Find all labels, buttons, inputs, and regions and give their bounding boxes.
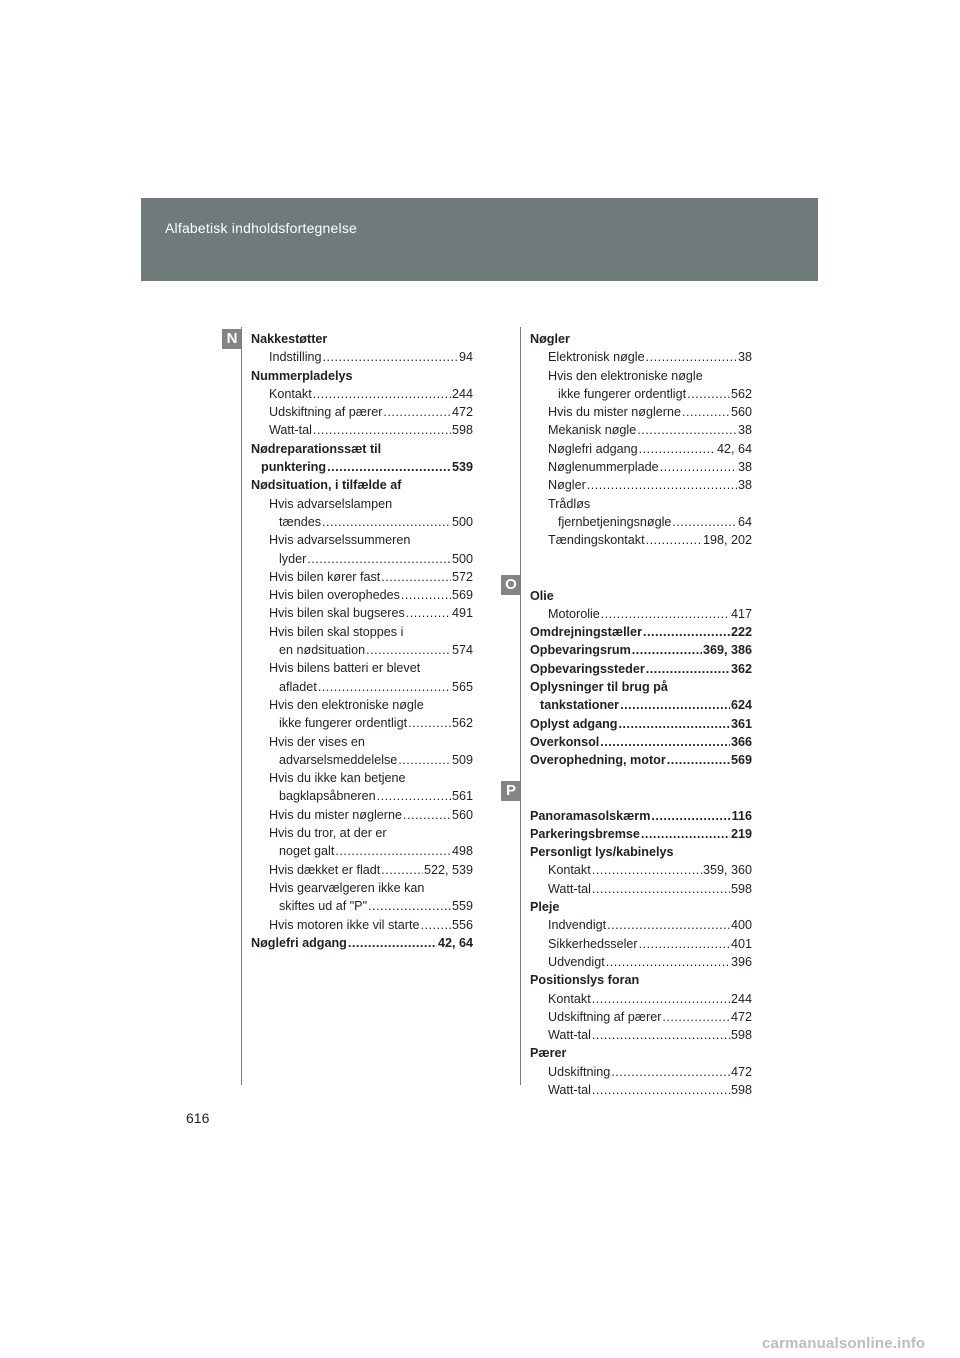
index-subheading: Hvis den elektroniske nøgle [269, 697, 424, 712]
index-entry[interactable]: Kontakt ..... 359, 360 [530, 861, 752, 879]
index-subheading: Hvis den elektroniske nøgle [548, 368, 703, 383]
column-divider-right [520, 327, 521, 1085]
index-subheading: Trådløs [548, 496, 591, 511]
index-column-right [530, 330, 752, 1099]
index-entry[interactable]: Overkonsol ..... 366 [530, 733, 752, 751]
index-entry[interactable]: Hvis du mister nøglerne ..... 560 [251, 806, 473, 824]
index-heading: Nødreparationssæt til [251, 441, 382, 456]
index-entry[interactable]: Nøglefri adgang ..... 42, 64 [251, 934, 473, 952]
index-entry[interactable]: Nøglenummerplade ..... 38 [530, 458, 752, 476]
index-entry[interactable]: Hvis du mister nøglerne ..... 560 [530, 403, 752, 421]
index-heading: Olie [530, 588, 554, 603]
index-entry[interactable]: noget galt ..... 498 [251, 842, 473, 860]
index-entry[interactable]: Parkeringsbremse ..... 219 [530, 825, 752, 843]
index-heading: Nøgler [530, 332, 570, 346]
index-subheading: Hvis bilen skal stoppes i [269, 624, 404, 639]
index-heading: Pærer [530, 1046, 567, 1061]
index-heading: Oplysninger til brug på [530, 680, 668, 695]
index-entry[interactable]: skiftes ud af "P" ..... 559 [251, 897, 473, 915]
index-heading: Pleje [530, 900, 560, 915]
index-entry[interactable]: Watt-tal ..... 598 [530, 880, 752, 898]
index-column-left [251, 330, 473, 952]
index-entry[interactable]: lyder ..... 500 [251, 550, 473, 568]
index-entry[interactable]: en nødsituation ..... 574 [251, 641, 473, 659]
index-entry[interactable]: bagklapsåbneren ..... 561 [251, 787, 473, 805]
index-subheading: Hvis du ikke kan betjene [269, 771, 406, 786]
index-entry[interactable]: Opbevaringsrum ..... 369, 386 [530, 641, 752, 659]
index-entry[interactable]: Elektronisk nøgle ..... 38 [530, 348, 752, 366]
index-subheading: Hvis bilens batteri er blevet [269, 661, 421, 676]
index-entry[interactable]: Watt-tal ..... 598 [251, 421, 473, 439]
index-entry[interactable]: ikke fungerer ordentligt ..... 562 [251, 714, 473, 732]
letter-tab-o: O [501, 575, 521, 595]
index-entry[interactable]: Mekanisk nøgle ..... 38 [530, 421, 752, 439]
column-divider-left [241, 327, 242, 1085]
index-heading: Positionslys foran [530, 973, 640, 988]
index-entry[interactable]: Motorolie ..... 417 [530, 605, 752, 623]
index-entry[interactable]: Nøglefri adgang ..... 42, 64 [530, 440, 752, 458]
index-entry[interactable]: Udskiftning ..... 472 [530, 1063, 752, 1081]
index-entry[interactable]: Hvis bilen skal bugseres ..... 491 [251, 604, 473, 622]
index-entry[interactable]: Hvis bilen overophedes ..... 569 [251, 586, 473, 604]
index-heading: Nødsituation, i tilfælde af [251, 478, 402, 493]
letter-tab-p: P [501, 781, 521, 801]
index-entry[interactable]: Overophedning, motor ..... 569 [530, 751, 752, 769]
index-entry[interactable]: ikke fungerer ordentligt ..... 562 [530, 385, 752, 403]
index-entry[interactable]: advarselsmeddelelse ..... 509 [251, 751, 473, 769]
index-heading: Nummerpladelys [251, 368, 353, 383]
letter-tab-n: N [222, 329, 242, 349]
index-entry[interactable]: Omdrejningstæller ..... 222 [530, 623, 752, 641]
index-entry[interactable]: Opbevaringssteder ..... 362 [530, 660, 752, 678]
index-entry[interactable]: Kontakt ..... 244 [251, 385, 473, 403]
index-entry[interactable]: Udskiftning af pærer ..... 472 [251, 403, 473, 421]
index-entry[interactable]: tankstationer ..... 624 [530, 696, 752, 714]
index-subheading: Hvis gearvælgeren ikke kan [269, 880, 425, 895]
index-entry[interactable]: Udvendigt ..... 396 [530, 953, 752, 971]
index-entry[interactable]: afladet ..... 565 [251, 678, 473, 696]
index-subheading: Hvis der vises en [269, 734, 365, 749]
index-entry[interactable]: Nøgler ..... 38 [530, 476, 752, 494]
index-entry[interactable]: Panoramasolskærm ..... 116 [530, 807, 752, 825]
index-entry[interactable]: Hvis bilen kører fast ..... 572 [251, 568, 473, 586]
index-subheading: Hvis du tror, at der er [269, 826, 387, 841]
index-heading: Personligt lys/kabinelys [530, 845, 674, 860]
index-heading: Nakkestøtter [251, 332, 328, 346]
index-entry[interactable]: Tændingskontakt ..... 198, 202 [530, 531, 752, 549]
index-entry[interactable]: Indvendigt ..... 400 [530, 916, 752, 934]
watermark: carmanualsonline.info [762, 1335, 926, 1352]
index-subheading: Hvis advarselssummeren [269, 533, 411, 548]
index-entry[interactable]: Watt-tal ..... 598 [530, 1081, 752, 1099]
index-entry[interactable]: punktering ..... 539 [251, 458, 473, 476]
index-entry[interactable]: Hvis dækket er fladt ..... 522, 539 [251, 861, 473, 879]
index-entry[interactable]: Sikkerhedsseler ..... 401 [530, 935, 752, 953]
index-entry[interactable]: Watt-tal ..... 598 [530, 1026, 752, 1044]
index-entry[interactable]: Kontakt ..... 244 [530, 990, 752, 1008]
index-entry[interactable]: Udskiftning af pærer ..... 472 [530, 1008, 752, 1026]
section-header [141, 198, 818, 281]
index-entry[interactable]: Oplyst adgang ..... 361 [530, 715, 752, 733]
index-entry[interactable]: tændes ..... 500 [251, 513, 473, 531]
index-entry[interactable]: Hvis motoren ikke vil starte ..... 556 [251, 916, 473, 934]
page-number: 616 [186, 1110, 210, 1126]
index-subheading: Hvis advarselslampen [269, 496, 393, 511]
index-entry[interactable]: fjernbetjeningsnøgle ..... 64 [530, 513, 752, 531]
section-title: Alfabetisk indholdsfortegnelse [165, 220, 358, 236]
index-entry[interactable]: Indstilling ..... 94 [251, 348, 473, 366]
